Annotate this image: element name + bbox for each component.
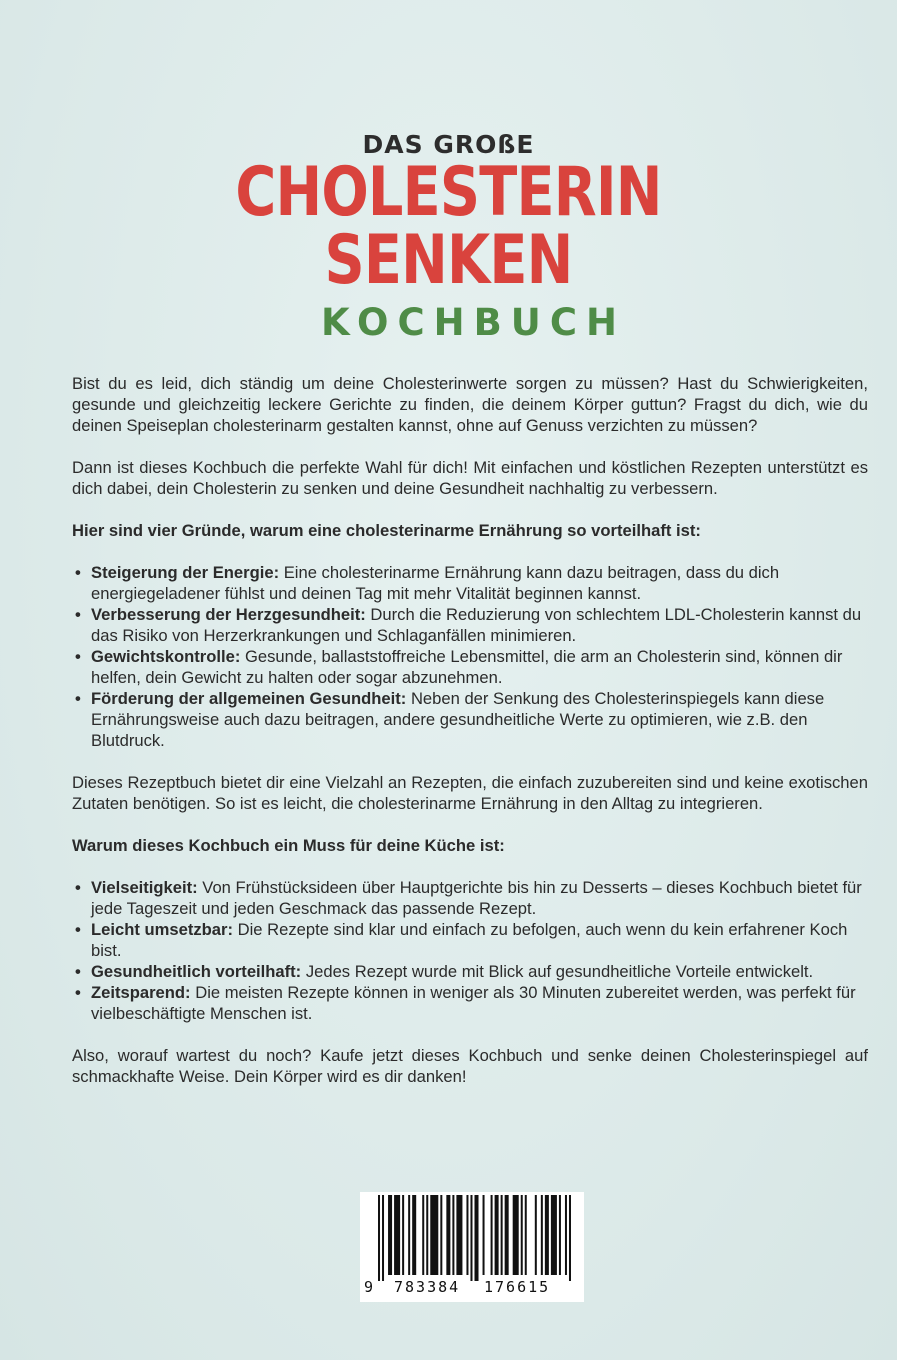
barcode-bar	[569, 1195, 571, 1281]
barcode-bar	[430, 1195, 438, 1275]
barcode-bar	[402, 1195, 404, 1275]
section1-heading: Hier sind vier Gründe, warum eine cholesterinarme Ernährung so vorteilhaft ist:	[72, 521, 701, 540]
barcode-bar	[521, 1195, 523, 1275]
barcode-bar	[505, 1195, 509, 1275]
barcode-bar	[408, 1195, 410, 1275]
list-item	[72, 646, 868, 688]
barcode-bar	[466, 1195, 468, 1275]
list-item	[72, 919, 868, 961]
barcode-bar	[501, 1195, 503, 1275]
barcode-digit-prefix: 9	[364, 1278, 376, 1296]
list-item-label: Steigerung der Energie:	[91, 563, 280, 582]
list-item-label: Zeitsparend:	[91, 983, 191, 1002]
barcode-bar	[541, 1195, 543, 1275]
barcode-bar	[559, 1195, 561, 1275]
list-item-label: Vielseitigkeit:	[91, 878, 198, 897]
list-item-text: Die Rezepte sind klar und einfach zu befolgen, auch wenn du kein erfahrener Koch bist.	[91, 920, 848, 960]
list-item	[72, 961, 868, 982]
barcode-bar	[378, 1195, 380, 1281]
section1-list	[72, 562, 868, 751]
barcode-bar	[456, 1195, 462, 1275]
intro-paragraph-2: Dann ist dieses Kochbuch die perfekte Wahl für dich! Mit einfachen und köstlichen Rezepten unterstützt es dich dabei, dein Cholesterin zu senken und deine Gesundheit nachhaltig zu verbessern.	[72, 458, 868, 498]
barcode-bar	[470, 1195, 472, 1281]
barcode-bar	[412, 1195, 416, 1275]
barcode-bar	[491, 1195, 493, 1275]
title-line-cholesterin: CHOLESTERIN	[235, 153, 662, 232]
title-line-kochbuch: KOCHBUCH	[321, 301, 626, 344]
list-item-label: Verbesserung der Herzgesundheit:	[91, 605, 366, 624]
list-item-label: Förderung der allgemeinen Gesundheit:	[91, 689, 407, 708]
back-cover-text	[72, 373, 868, 1087]
barcode-bar	[525, 1195, 527, 1275]
barcode-bar	[565, 1195, 567, 1275]
closing-paragraph: Also, worauf wartest du noch? Kaufe jetzt dieses Kochbuch und senke deinen Cholesterinspiegel auf schmackhafte Weise. Dein Körper wird es dir danken!	[72, 1046, 868, 1086]
book-title	[0, 130, 897, 344]
list-item-label: Gesundheitlich vorteilhaft:	[91, 962, 302, 981]
barcode-bar	[495, 1195, 499, 1275]
list-item-text: Gesunde, ballaststoffreiche Lebensmittel, die arm an Cholesterin sind, können dir helfen, dein Gewicht zu halten oder sogar abzunehmen.	[91, 647, 843, 687]
barcode-bar	[535, 1195, 537, 1275]
middle-paragraph: Dieses Rezeptbuch bietet dir eine Vielzahl an Rezepten, die einfach zuzubereiten sind und keine exotischen Zutaten benötigen. So ist es leicht, die cholesterinarme Ernährung in den Alltag zu integrieren.	[72, 773, 868, 813]
barcode-bar	[440, 1195, 442, 1275]
isbn-barcode	[360, 1192, 584, 1302]
barcode-bar	[394, 1195, 400, 1275]
section2-list	[72, 877, 868, 1024]
barcode-digits-right: 176615	[484, 1278, 551, 1296]
list-item-text: Neben der Senkung des Cholesterinspiegels kann diese Ernährungsweise auch dazu beitragen, andere gesundheitliche Werte zu optimieren, wie z.B. den Blutdruck.	[91, 689, 825, 750]
section2-heading: Warum dieses Kochbuch ein Muss für deine Küche ist:	[72, 836, 505, 855]
barcode-digits-left: 783384	[394, 1278, 461, 1296]
barcode-bar	[474, 1195, 478, 1281]
list-item-text: Jedes Rezept wurde mit Blick auf gesundheitliche Vorteile entwickelt.	[301, 962, 814, 981]
list-item	[72, 877, 868, 919]
barcode-bar	[382, 1195, 384, 1281]
barcode-bar	[545, 1195, 549, 1275]
barcode-bar	[446, 1195, 450, 1275]
barcode-bar	[426, 1195, 428, 1275]
title-line-das-grosse: DAS GROßE	[362, 130, 535, 159]
barcode-bar	[452, 1195, 454, 1275]
barcode-bar	[388, 1195, 392, 1275]
barcode-bar	[551, 1195, 557, 1275]
list-item	[72, 562, 868, 604]
list-item	[72, 982, 868, 1024]
barcode-bars	[378, 1195, 573, 1281]
list-item	[72, 688, 868, 751]
title-line-senken: SENKEN	[324, 221, 573, 300]
barcode-bar	[422, 1195, 424, 1275]
list-item-text: Eine cholesterinarme Ernährung kann dazu beitragen, dass du dich energiegeladener fühlst und deinen Tag mit mehr Vitalität beginnen kannst.	[91, 563, 780, 603]
list-item-text: Durch die Reduzierung von schlechtem LDL-Cholesterin kannst du das Risiko von Herzerkrankungen und Schlaganfällen minimieren.	[91, 605, 862, 645]
list-item	[72, 604, 868, 646]
intro-paragraph-1: Bist du es leid, dich ständig um deine Cholesterinwerte sorgen zu müssen? Hast du Schwierigkeiten, gesunde und gleichzeitig leckere Gerichte zu finden, die deinem Körper guttun? Fragst du dich, wie du deinen Speiseplan cholesterinarm gestalten kannst, ohne auf Genuss verzichten zu müssen?	[72, 374, 868, 435]
barcode-bar	[483, 1195, 485, 1275]
list-item-label: Gewichtskontrolle:	[91, 647, 241, 666]
list-item-text: Von Frühstücksideen über Hauptgerichte bis hin zu Desserts – dieses Kochbuch bietet für jede Tageszeit und jeden Geschmack das passende Rezept.	[91, 878, 862, 918]
list-item-label: Leicht umsetzbar:	[91, 920, 233, 939]
barcode-bar	[513, 1195, 519, 1275]
list-item-text: Die meisten Rezepte können in weniger als 30 Minuten zubereitet werden, was perfekt für vielbeschäftigte Menschen ist.	[91, 983, 856, 1023]
